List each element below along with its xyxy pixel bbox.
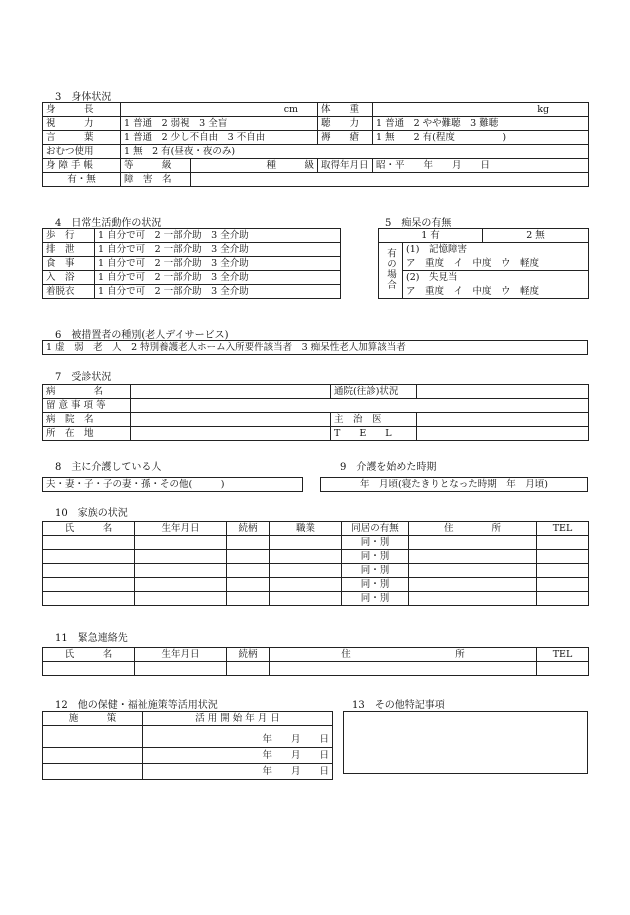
type-label: 種 級 — [191, 159, 318, 173]
start-date-header: 活 用 開 始 年 月 日 — [143, 712, 333, 726]
table-row — [43, 550, 589, 564]
table-row — [43, 748, 333, 764]
section4-title: 4 日常生活動作の状況 — [55, 218, 162, 229]
dementia-yes[interactable]: 1 有 — [379, 229, 483, 243]
emergency-address-cell[interactable] — [270, 662, 537, 676]
disorientation-label: (2) 失見当 — [403, 271, 589, 285]
family-relation-cell[interactable] — [227, 564, 270, 578]
family-name-cell[interactable] — [43, 578, 135, 592]
section10-title: 10 家族の状況 — [55, 508, 128, 519]
family-name-cell[interactable] — [43, 564, 135, 578]
hearing-options[interactable]: 1 普通 2 やや難聴 3 難聴 — [373, 117, 589, 131]
care-start-field[interactable]: 年 月頃(寝たきりとなった時期 年 月頃) — [321, 478, 588, 492]
family-table — [42, 521, 589, 606]
family-birth-cell[interactable] — [135, 578, 227, 592]
family-relation-cell[interactable] — [227, 550, 270, 564]
adl-row — [43, 243, 341, 257]
emergency-header-birth: 生年月日 — [135, 648, 227, 662]
family-job-cell[interactable] — [270, 564, 342, 578]
caregiver-options[interactable]: 夫・妻・子・子の妻・孫・その他( ) — [43, 478, 303, 492]
family-job-cell[interactable] — [270, 550, 342, 564]
memory-impairment-label: (1) 記憶障害 — [403, 243, 589, 257]
disability-field[interactable] — [191, 173, 589, 187]
bedsore-label: 褥 瘡 — [318, 131, 373, 145]
weight-unit: kg — [537, 104, 550, 115]
height-unit: cm — [283, 104, 299, 115]
emergency-name-cell[interactable] — [43, 662, 135, 676]
speech-options[interactable]: 1 普通 2 少し不自由 3 不自由 — [121, 131, 318, 145]
family-header-tel: TEL — [537, 522, 589, 536]
table-row — [43, 662, 589, 676]
adl-row — [43, 271, 341, 285]
emergency-contact-table — [42, 647, 589, 676]
family-tel-cell[interactable] — [537, 564, 589, 578]
family-header-cohab: 同居の有無 — [342, 522, 409, 536]
emergency-header-relation: 続柄 — [227, 648, 270, 662]
emergency-birth-cell[interactable] — [135, 662, 227, 676]
family-relation-cell[interactable] — [227, 536, 270, 550]
section12-title: 12 他の保健・福祉施策等活用状況 — [55, 700, 218, 711]
adl-bath-options[interactable]: 1 自分で可 2 一部介助 3 全介助 — [95, 271, 341, 285]
dementia-no[interactable]: 2 無 — [483, 229, 589, 243]
family-job-cell[interactable] — [270, 536, 342, 550]
adl-meal-options[interactable]: 1 自分で可 2 一部介助 3 全介助 — [95, 257, 341, 271]
acquired-date[interactable]: 昭・平 年 月 日 — [373, 159, 589, 173]
policy-header: 施 策 — [43, 712, 143, 726]
section3-title: 3 身体状況 — [55, 92, 112, 103]
emergency-header-tel: TEL — [537, 648, 589, 662]
adl-walk-label: 歩 行 — [43, 229, 95, 243]
adl-row — [43, 257, 341, 271]
table-row — [43, 564, 589, 578]
family-birth-cell[interactable] — [135, 592, 227, 606]
section5-title: 5 痴呆の有無 — [385, 218, 452, 229]
table-row — [43, 578, 589, 592]
family-address-cell[interactable] — [409, 536, 537, 550]
family-tel-cell[interactable] — [537, 550, 589, 564]
height-field[interactable] — [121, 103, 318, 117]
adl-table — [42, 228, 341, 299]
care-start-table — [320, 477, 588, 492]
emergency-header-address: 住 所 — [270, 648, 537, 662]
family-name-cell[interactable] — [43, 550, 135, 564]
dementia-case-label — [379, 243, 403, 299]
family-name-cell[interactable] — [43, 536, 135, 550]
emergency-header-name: 氏 名 — [43, 648, 135, 662]
speech-label: 言 葉 — [43, 131, 121, 145]
family-name-cell[interactable] — [43, 592, 135, 606]
family-cohab-cell[interactable]: 同・別 — [342, 536, 409, 550]
family-address-cell[interactable] — [409, 592, 537, 606]
care-type-table — [42, 340, 588, 355]
family-relation-cell[interactable] — [227, 592, 270, 606]
adl-dress-options[interactable]: 1 自分で可 2 一部介助 3 全介助 — [95, 285, 341, 299]
dementia-case-text: 有の場合 — [385, 247, 396, 290]
adl-toilet-label: 排 泄 — [43, 243, 95, 257]
start-date-cell[interactable]: 年 月 日 — [143, 748, 333, 764]
adl-row — [43, 285, 341, 299]
handbook-yes-no[interactable]: 有・無 — [43, 173, 121, 187]
family-tel-cell[interactable] — [537, 536, 589, 550]
notes-label: 留 意 事 項 等 — [43, 399, 131, 413]
policy-cell[interactable] — [43, 764, 143, 780]
adl-meal-label: 食 事 — [43, 257, 95, 271]
family-address-cell[interactable] — [409, 578, 537, 592]
family-cohab-cell[interactable]: 同・別 — [342, 550, 409, 564]
bedsore-options[interactable]: 1 無 2 有(程度 ) — [373, 131, 589, 145]
tel-label: T E L — [331, 427, 417, 441]
disability-label: 障 害 名 — [121, 173, 191, 187]
diaper-label: おむつ使用 — [43, 145, 121, 159]
vision-options[interactable]: 1 普通 2 弱視 3 全盲 — [121, 117, 318, 131]
hospital-label: 病 院 名 — [43, 413, 131, 427]
family-header-address: 住 所 — [409, 522, 537, 536]
policy-cell[interactable] — [43, 732, 143, 748]
section13-title: 13 その他特記事項 — [352, 700, 445, 711]
emergency-relation-cell[interactable] — [227, 662, 270, 676]
special-notes-box[interactable] — [343, 711, 588, 774]
family-birth-cell[interactable] — [135, 550, 227, 564]
care-type-options[interactable]: 1 虚 弱 老 人 2 特別養護老人ホーム入所要件該当者 3 痴呆性老人加算該当者 — [43, 341, 588, 355]
family-header-name: 氏 名 — [43, 522, 135, 536]
family-cohab-cell[interactable]: 同・別 — [342, 578, 409, 592]
doctor-field[interactable] — [417, 413, 589, 427]
emergency-tel-cell[interactable] — [537, 662, 589, 676]
family-birth-cell[interactable] — [135, 536, 227, 550]
family-cohab-cell[interactable]: 同・別 — [342, 564, 409, 578]
family-relation-cell[interactable] — [227, 578, 270, 592]
weight-field[interactable] — [373, 103, 589, 117]
family-address-cell[interactable] — [409, 550, 537, 564]
hearing-label: 聴 力 — [318, 117, 373, 131]
section6-title: 6 被措置者の種別(老人デイサービス) — [55, 330, 229, 341]
disorientation-options[interactable]: ア 重度 イ 中度 ウ 軽度 — [403, 285, 589, 299]
table-row — [43, 592, 589, 606]
family-tel-cell[interactable] — [537, 592, 589, 606]
caregiver-table — [42, 477, 303, 492]
section11-title: 11 緊急連絡先 — [55, 633, 128, 644]
address-label: 所 在 地 — [43, 427, 131, 441]
handbook-label: 身 障 手 帳 — [43, 159, 121, 173]
disease-field[interactable] — [131, 385, 331, 399]
section9-title: 9 介護を始めた時期 — [340, 462, 437, 473]
family-job-cell[interactable] — [270, 592, 342, 606]
adl-bath-label: 入 浴 — [43, 271, 95, 285]
vision-label: 視 力 — [43, 117, 121, 131]
address-field[interactable] — [131, 427, 331, 441]
visit-label: 通院(往診)状況 — [331, 385, 417, 399]
section8-title: 8 主に介護している人 — [55, 462, 162, 473]
family-header-birth: 生年月日 — [135, 522, 227, 536]
table-row — [43, 764, 333, 780]
hospital-field[interactable] — [131, 413, 331, 427]
tel-field[interactable] — [417, 427, 589, 441]
welfare-policy-table — [42, 711, 333, 780]
table-row — [43, 732, 333, 748]
table-row — [43, 536, 589, 550]
family-birth-cell[interactable] — [135, 564, 227, 578]
family-job-cell[interactable] — [270, 578, 342, 592]
medical-table — [42, 384, 589, 441]
grade-label: 等 級 — [121, 159, 191, 173]
adl-dress-label: 着脱衣 — [43, 285, 95, 299]
height-label: 身 長 — [43, 103, 121, 117]
family-header-job: 職業 — [270, 522, 342, 536]
memory-impairment-options[interactable]: ア 重度 イ 中度 ウ 軽度 — [403, 257, 589, 271]
adl-toilet-options[interactable]: 1 自分で可 2 一部介助 3 全介助 — [95, 243, 341, 257]
weight-label: 体 重 — [318, 103, 373, 117]
acquired-label: 取得年月日 — [318, 159, 373, 173]
diaper-options[interactable]: 1 無 2 有(昼夜・夜のみ) — [121, 145, 589, 159]
visit-field[interactable] — [417, 385, 589, 399]
body-status-table — [42, 102, 589, 187]
policy-cell[interactable] — [43, 748, 143, 764]
adl-walk-options[interactable]: 1 自分で可 2 一部介助 3 全介助 — [95, 229, 341, 243]
family-address-cell[interactable] — [409, 564, 537, 578]
disease-label: 病 名 — [43, 385, 131, 399]
doctor-label: 主 治 医 — [331, 413, 417, 427]
family-tel-cell[interactable] — [537, 578, 589, 592]
section7-title: 7 受診状況 — [55, 372, 112, 383]
dementia-table — [378, 228, 589, 299]
notes-field[interactable] — [131, 399, 589, 413]
start-date-cell[interactable]: 年 月 日 — [143, 764, 333, 780]
family-cohab-cell[interactable]: 同・別 — [342, 592, 409, 606]
adl-row — [43, 229, 341, 243]
start-date-cell[interactable]: 年 月 日 — [143, 732, 333, 748]
family-header-relation: 続柄 — [227, 522, 270, 536]
